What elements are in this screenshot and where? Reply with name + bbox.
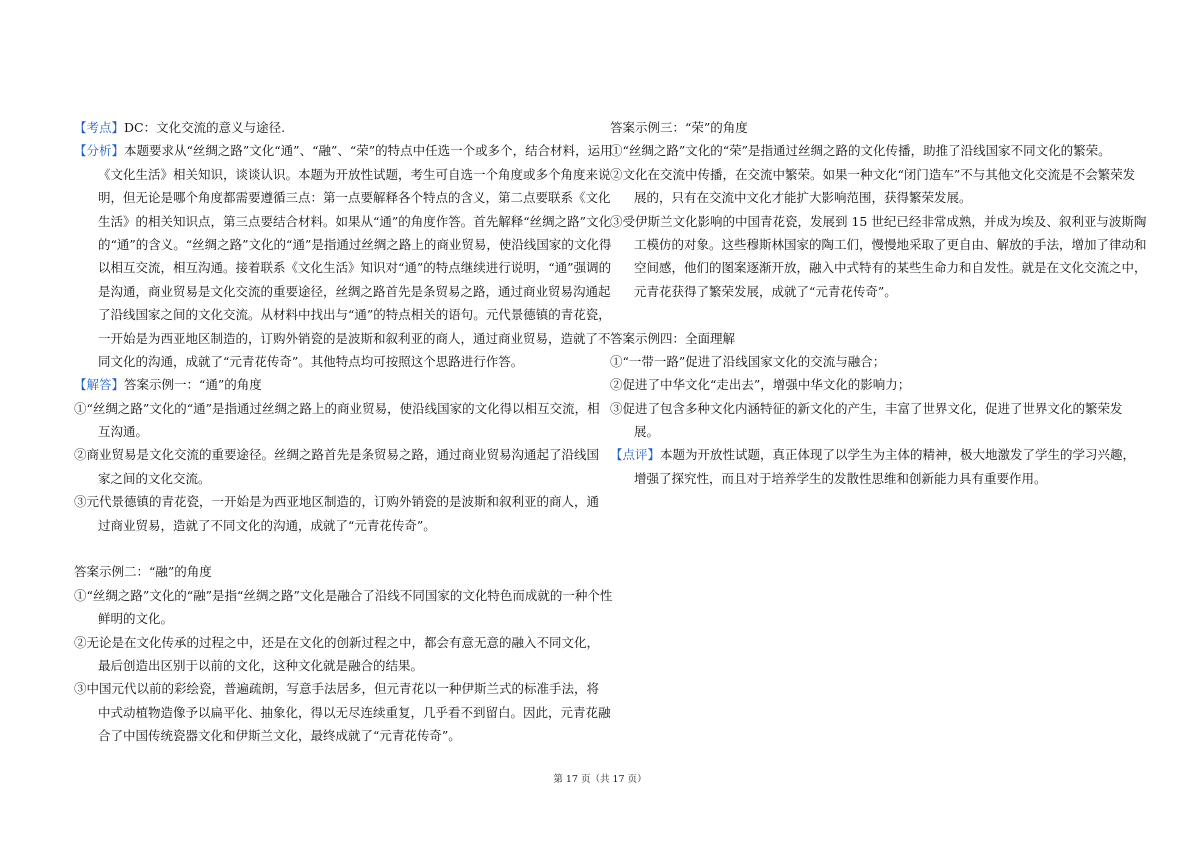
text-line [610,210,1147,233]
line-text: 答案示例三：“荣”的角度 [610,120,748,135]
text-line [610,116,1130,139]
text-line [610,397,1130,420]
line-text: ①“丝绸之路”文化的“通”是指通过丝绸之路上的商业贸易，使沿线国家的文化得以相互交流，相 [74,400,600,416]
text-line [74,373,594,396]
line-text: ①“丝绸之路”文化的“荣”是指通过丝绸之路的文化传播，助推了沿线国家不同文化的繁荣。 [610,143,1111,159]
section-tag: 【解答】 [74,377,125,393]
text-line [74,327,611,350]
section-tag: 【分析】 [74,143,125,159]
text-line [74,256,612,279]
line-text: 同文化的沟通，成就了“元青花传奇”。其他特点均可按照这个思路进行作答。 [98,353,524,369]
line-text: ③促进了包含多种文化内涵特征的新文化的产生，丰富了世界文化，促进了世界文化的繁荣发 [610,400,1123,416]
line-text: ②促进了中华文化“走出去”，增强中华文化的影响力； [610,377,911,393]
blank-line [74,537,594,560]
line-text: 以相互交流，相互沟通。接着联系《文化生活》知识对“通”的特点继续进行说明，“通”强调的 [98,260,612,276]
line-text: 一开始是为西亚地区制造的，订购外销瓷的是波斯和叙利亚的商人，通过商业贸易，造就了不 [98,330,611,346]
text-line [74,397,600,420]
line-text: ②文化在交流中传播，在交流中繁荣。如果一种文化“闭门造车”不与其他文化交流是不会繁荣发 [610,166,1136,182]
text-line [74,210,612,233]
line-text: 本题要求从“丝绸之路”文化“通”、“融”、“荣”的特点中任选一个或多个，结合材料，运用 [124,143,613,159]
text-line [74,514,594,537]
page-footer: 第 17 页（共 17 页） [553,774,647,785]
line-text: ③受伊斯兰文化影响的中国青花瓷，发展到 15 世纪已经非常成熟，并成为埃及、叙利亚与波斯陶 [610,213,1147,229]
text-line [74,303,611,326]
text-line [74,186,611,209]
line-text: 明，但无论是哪个角度都需要遵循三点：第一点要解释各个特点的含义，第二点要联系《文化 [98,190,611,206]
line-text: 过商业贸易，造就了不同文化的沟通，成就了“元青花传奇”。 [98,517,436,533]
text-line [74,467,594,490]
line-text: 展的，只有在交流中文化才能扩大影响范围，获得繁荣发展。 [634,190,972,206]
line-text: ③元代景德镇的青花瓷，一开始是为西亚地区制造的，订购外销瓷的是波斯和叙利亚的商人，通 [74,494,600,510]
text-line [610,139,1130,162]
section-tag: 【考点】 [74,120,125,135]
left-column [74,116,613,748]
line-text: 合了中国传统瓷器文化和伊斯兰文化，最终成就了“元青花传奇”。 [98,728,461,744]
text-line [74,677,600,700]
text-line [74,280,611,303]
line-text: ①“一带一路”促进了沿线国家文化的交流与融合； [610,353,886,369]
right-column [610,116,1147,490]
text-line [610,373,1130,396]
line-text: 增强了探究性，而且对于培养学生的发散性思维和创新能力具有重要作用。 [634,470,1047,486]
text-line [610,280,1130,303]
text-line [74,724,594,747]
section-tag: 【点评】 [610,447,661,463]
line-text: 最后创造出区别于以前的文化，这种文化就是融合的结果。 [98,657,424,673]
text-line [74,420,594,443]
line-text: ②无论是在文化传承的过程之中，还是在文化的创新过程之中，都会有意无意的融入不同文化， [74,634,600,650]
text-line [610,443,1136,466]
text-line [74,607,594,630]
text-line [610,327,1130,350]
line-text: DC：文化交流的意义与途径. [124,120,286,135]
line-text: 互沟通。 [98,424,149,440]
text-line [74,139,613,162]
text-line [610,467,1130,490]
line-text: 鲜明的文化。 [98,611,174,627]
line-text: ③中国元代以前的彩绘瓷，普遍疏朗，写意手法居多，但元青花以一种伊斯兰式的标准手法，将 [74,681,600,697]
line-text: 展。 [634,424,660,440]
line-text: 元青花获得了繁荣发展，成就了“元青花传奇”。 [634,283,897,299]
text-line [74,631,600,654]
line-text: 中式动植物造像予以扁平化、抽象化，得以无尽连续重复，几乎看不到留白。因此，元青花融 [98,704,611,720]
line-text: 的“通”的含义。“丝绸之路”文化的“通”是指通过丝绸之路上的商业贸易，使沿线国家的文化得 [98,236,612,252]
text-line [74,163,611,186]
line-text: 工模仿的对象。这些穆斯林国家的陶工们，慢慢地采取了更自由、解放的手法，增加了律动和 [634,236,1147,252]
text-line [74,233,612,256]
text-line [610,350,1130,373]
line-text: 空间感，他们的图案逐渐开放，融入中式特有的某些生命力和自发性。就是在文化交流之中， [634,260,1147,276]
line-text: 本题为开放性试题，真正体现了以学生为主体的精神，极大地激发了学生的学习兴趣， [660,447,1136,463]
text-line [74,701,611,724]
text-line [610,186,1130,209]
line-text: 了沿线国家之间的文化交流。从材料中找出与“通”的特点相关的语句。元代景德镇的青花瓷， [98,307,611,323]
line-text: 答案示例四：全面理解 [610,330,736,346]
text-line [74,443,600,466]
line-text: 《文化生活》相关知识，谈谈认识。本题为开放性试题，考生可自选一个角度或多个角度来说 [98,166,611,182]
text-line [610,163,1136,186]
text-line [610,233,1147,256]
text-line [74,116,594,139]
line-text: 家之间的文化交流。 [98,470,211,486]
line-text: ②商业贸易是文化交流的重要途径。丝绸之路首先是条贸易之路，通过商业贸易沟通起了沿线国 [74,447,600,463]
text-line [610,420,1130,443]
blank-line [610,303,1130,326]
text-line [610,256,1147,279]
text-line [74,490,600,513]
line-text: 是沟通，商业贸易是文化交流的重要途径，丝绸之路首先是条贸易之路，通过商业贸易沟通起 [98,283,611,299]
text-line [74,584,613,607]
line-text: 答案示例二：“融”的角度 [74,564,212,580]
text-line [74,350,594,373]
line-text: 生活》的相关知识点，第三点要结合材料。如果从“通”的角度作答。首先解释“丝绸之路”文化 [98,213,612,229]
text-line [74,560,594,583]
line-text: ①“丝绸之路”文化的“融”是指“丝绸之路”文化是融合了沿线不同国家的文化特色而成就的一种个性 [74,587,613,603]
text-line [74,654,594,677]
line-text: 答案示例一：“通”的角度 [124,377,262,393]
